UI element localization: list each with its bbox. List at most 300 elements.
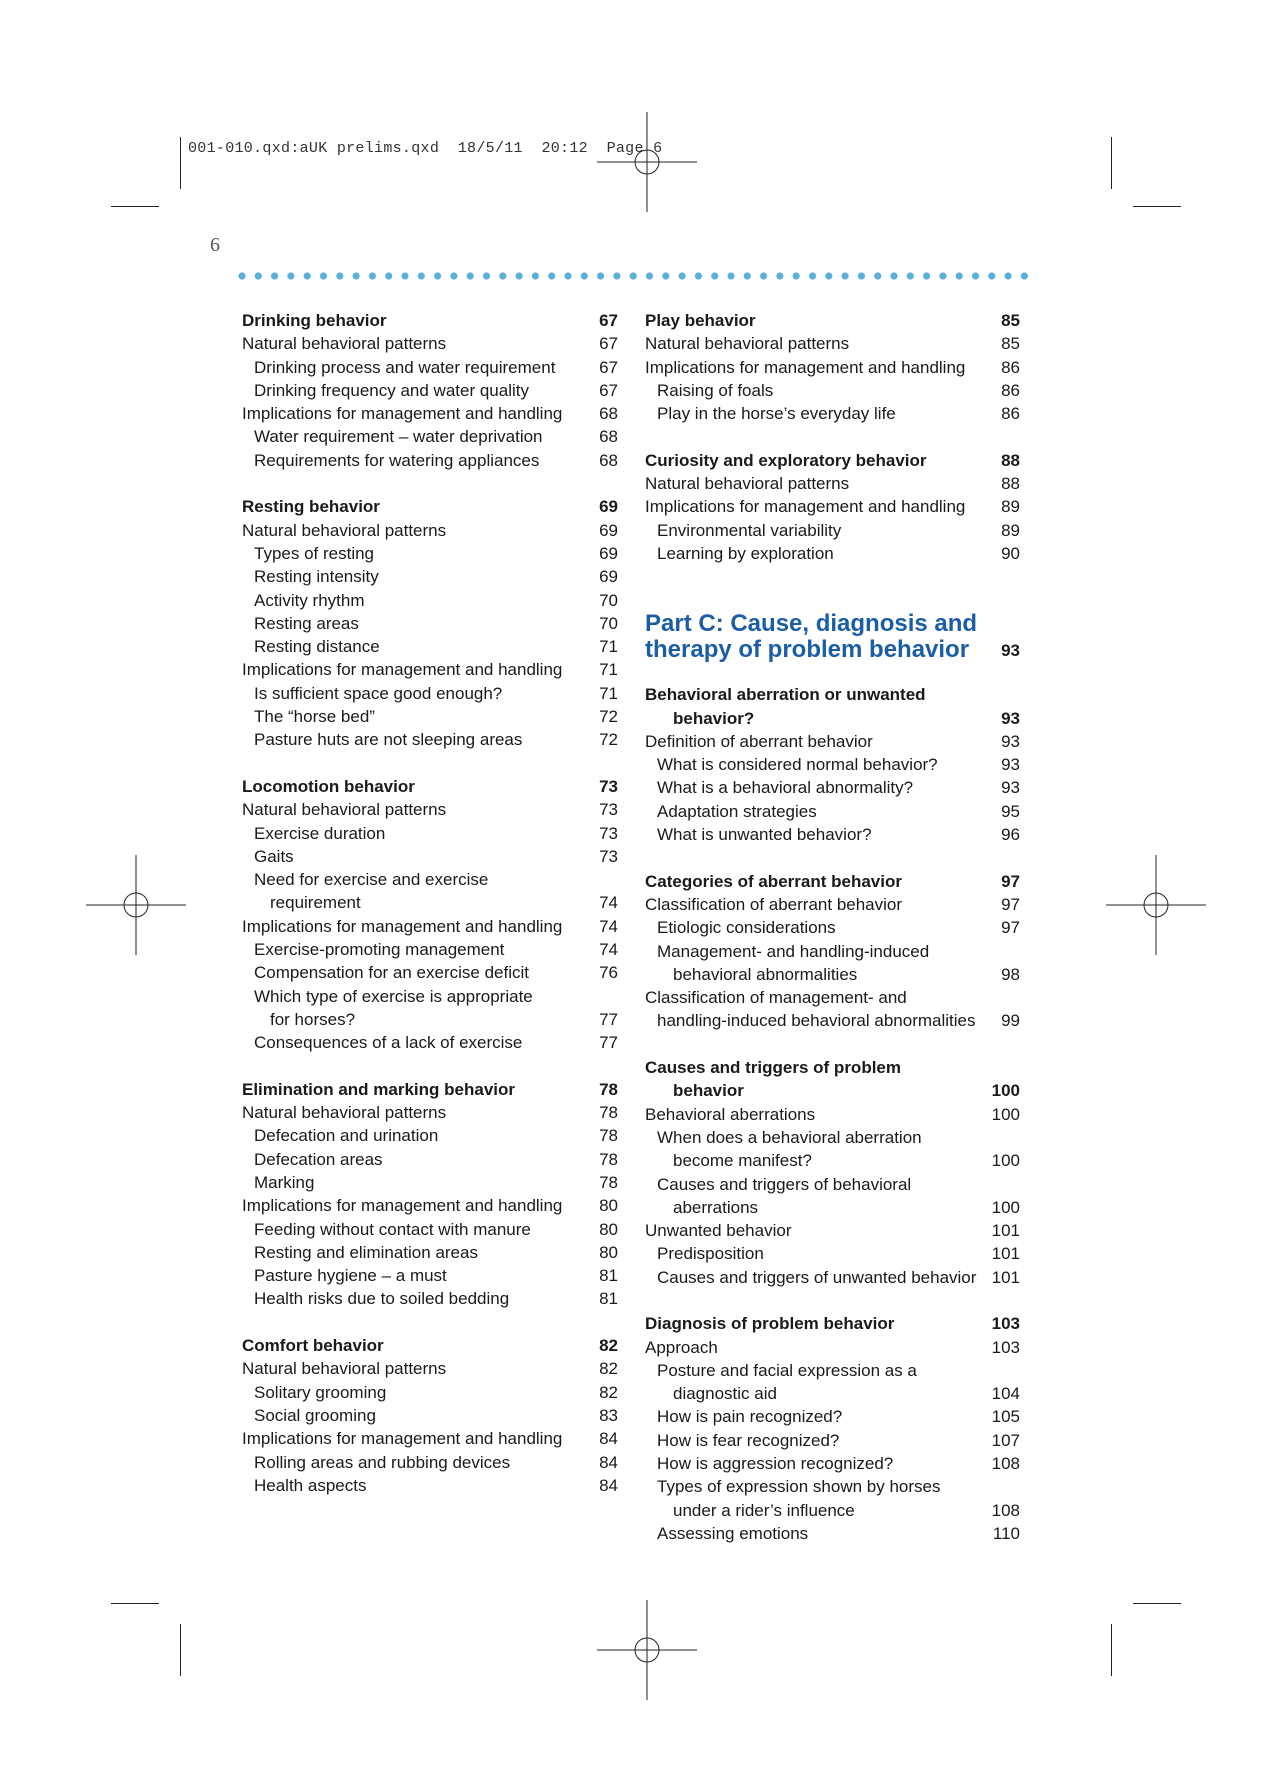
toc-entry <box>645 1382 1020 1405</box>
toc-entry <box>242 845 618 868</box>
toc-entry-title: Social grooming <box>254 1405 376 1425</box>
toc-section-heading <box>242 309 618 332</box>
toc-entry <box>645 332 1020 355</box>
crop-mark <box>1111 137 1112 189</box>
toc-entry <box>645 1522 1020 1545</box>
toc-entry-title: Exercise duration <box>254 823 386 843</box>
toc-entry-page: 76 <box>599 963 618 983</box>
toc-entry-title: How is aggression recognized? <box>657 1454 894 1474</box>
toc-entry-page: 81 <box>599 1289 618 1309</box>
toc-entry-title: Implications for management and handling <box>242 1196 563 1216</box>
toc-entry-page: 82 <box>599 1359 618 1379</box>
toc-entry-title: What is unwanted behavior? <box>657 825 872 845</box>
toc-entry <box>645 986 1020 1009</box>
toc-entry-title: Water requirement – water deprivation <box>254 427 543 447</box>
part-c-heading <box>645 611 1020 663</box>
toc-entry-page: 70 <box>599 613 618 633</box>
toc-entry-page: 97 <box>1001 894 1020 914</box>
rule-dot <box>401 272 408 279</box>
rule-dot <box>809 272 816 279</box>
toc-entry <box>242 868 618 891</box>
toc-entry-title: Defecation and urination <box>254 1126 439 1146</box>
toc-entry <box>242 1381 618 1404</box>
crop-mark <box>1133 206 1181 207</box>
toc-entry-title: for horses? <box>270 1009 356 1029</box>
toc-entry-title: behavioral abnormalities <box>673 964 858 984</box>
toc-entry <box>242 1474 618 1497</box>
toc-entry <box>242 379 618 402</box>
toc-entry-page: 80 <box>599 1219 618 1239</box>
toc-entry-title: Resting intensity <box>254 567 379 587</box>
toc-entry <box>645 1242 1020 1265</box>
toc-entry <box>645 940 1020 963</box>
rule-dot <box>907 272 914 279</box>
toc-entry-page: 80 <box>599 1196 618 1216</box>
toc-entry-page: 88 <box>1001 450 1020 470</box>
toc-entry-title: Resting and elimination areas <box>254 1242 478 1262</box>
toc-entry-page: 100 <box>991 1197 1020 1217</box>
toc-entry <box>242 1218 618 1241</box>
toc-entry <box>645 893 1020 916</box>
rule-dot <box>842 272 849 279</box>
toc-entry-page: 82 <box>599 1336 618 1356</box>
rule-dot <box>255 272 262 279</box>
toc-entry-page: 69 <box>599 520 618 540</box>
toc-entry <box>645 1126 1020 1149</box>
toc-entry <box>645 1359 1020 1382</box>
toc-entry <box>645 753 1020 776</box>
toc-entry-title: Implications for management and handling <box>242 404 563 424</box>
toc-entry-title: Adaptation strategies <box>657 801 817 821</box>
toc-entry-page: 93 <box>1001 755 1020 775</box>
toc-entry-title: Approach <box>645 1337 718 1357</box>
toc-entry-title: Play in the horse’s everyday life <box>657 404 896 424</box>
toc-entry-title: Unwanted behavior <box>645 1221 792 1241</box>
toc-entry <box>645 1475 1020 1498</box>
toc-entry <box>242 1357 618 1380</box>
toc-left-column <box>242 309 618 1497</box>
toc-entry <box>242 425 618 448</box>
toc-entry-page: 90 <box>1001 543 1020 563</box>
toc-entry-page: 77 <box>599 1033 618 1053</box>
toc-entry <box>645 1266 1020 1289</box>
toc-entry-title: Etiologic considerations <box>657 918 836 938</box>
toc-entry-page: 97 <box>1001 871 1020 891</box>
toc-entry-page: 100 <box>991 1151 1020 1171</box>
rule-dot <box>271 272 278 279</box>
toc-entry-page: 105 <box>991 1407 1020 1427</box>
toc-entry <box>242 565 618 588</box>
crop-mark <box>1111 1624 1112 1676</box>
toc-entry-title: aberrations <box>673 1197 759 1217</box>
rule-dot <box>597 272 604 279</box>
part-c-title-line-2: therapy of problem behavior <box>645 636 970 664</box>
toc-entry-title: How is fear recognized? <box>657 1430 840 1450</box>
toc-entry-page: 68 <box>599 427 618 447</box>
toc-entry-page: 68 <box>599 450 618 470</box>
toc-entry-page: 69 <box>599 543 618 563</box>
toc-entry-title: Resting behavior <box>242 497 380 517</box>
rule-dot <box>695 272 702 279</box>
toc-entry-title: Health risks due to soiled bedding <box>254 1289 510 1309</box>
rule-dot <box>548 272 555 279</box>
toc-entry-title: Causes and triggers of problem <box>645 1058 901 1078</box>
toc-entry-title: Solitary grooming <box>254 1382 387 1402</box>
toc-entry <box>242 728 618 751</box>
toc-entry <box>242 519 618 542</box>
toc-entry <box>645 823 1020 846</box>
toc-section-heading <box>645 1079 1020 1102</box>
rule-dot <box>353 272 360 279</box>
toc-entry-page: 86 <box>1001 357 1020 377</box>
rule-dot <box>825 272 832 279</box>
rule-dot <box>679 272 686 279</box>
rule-dot <box>874 272 881 279</box>
toc-entry-page: 78 <box>599 1126 618 1146</box>
toc-entry-title: The “horse bed” <box>254 707 375 727</box>
toc-entry-page: 74 <box>599 916 618 936</box>
toc-entry-title: Comfort behavior <box>242 1336 384 1356</box>
rule-dot <box>793 272 800 279</box>
toc-entry <box>242 798 618 821</box>
toc-entry <box>645 379 1020 402</box>
toc-entry <box>645 963 1020 986</box>
toc-entry-page: 100 <box>991 1081 1020 1101</box>
toc-entry-page: 71 <box>599 637 618 657</box>
toc-entry-title: Causes and triggers of unwanted behavior <box>657 1267 977 1287</box>
toc-entry-page: 101 <box>991 1267 1020 1287</box>
toc-section-heading <box>645 1056 1020 1079</box>
toc-entry-title: Activity rhythm <box>254 590 365 610</box>
toc-entry-title: Drinking process and water requirement <box>254 357 556 377</box>
toc-entry-title: become manifest? <box>673 1151 812 1171</box>
toc-entry-page: 98 <box>1001 964 1020 984</box>
toc-entry <box>242 961 618 984</box>
toc-entry <box>242 1404 618 1427</box>
toc-entry <box>242 1427 618 1450</box>
rule-dot <box>744 272 751 279</box>
rule-dot <box>1021 272 1028 279</box>
toc-entry-page: 67 <box>599 380 618 400</box>
toc-entry-page: 68 <box>599 404 618 424</box>
rule-dot <box>434 272 441 279</box>
toc-entry-page: 71 <box>599 683 618 703</box>
page-number: 6 <box>210 234 220 256</box>
toc-entry <box>645 730 1020 753</box>
toc-entry-page: 73 <box>599 823 618 843</box>
toc-entry-page: 101 <box>991 1221 1020 1241</box>
toc-section-heading <box>645 683 1020 706</box>
toc-entry-page: 74 <box>599 893 618 913</box>
toc-entry-page: 85 <box>1001 311 1020 330</box>
toc-entry-page: 74 <box>599 940 618 960</box>
rule-dot <box>483 272 490 279</box>
toc-entry-page: 101 <box>991 1244 1020 1264</box>
toc-entry-page: 78 <box>599 1149 618 1169</box>
toc-entry-title: diagnostic aid <box>673 1384 777 1404</box>
toc-entry <box>242 1008 618 1031</box>
toc-entry-title: requirement <box>270 893 361 913</box>
toc-entry-title: What is considered normal behavior? <box>657 755 938 775</box>
toc-entry-title: Rolling areas and rubbing devices <box>254 1452 511 1472</box>
toc-entry-title: Exercise-promoting management <box>254 940 505 960</box>
toc-entry-title: Natural behavioral patterns <box>242 800 447 820</box>
rule-dot <box>988 272 995 279</box>
rule-dot <box>336 272 343 279</box>
toc-entry-page: 82 <box>599 1382 618 1402</box>
toc-entry-title: Defecation areas <box>254 1149 383 1169</box>
toc-entry <box>242 356 618 379</box>
toc-entry <box>242 891 618 914</box>
toc-section-heading <box>242 775 618 798</box>
rule-dot <box>972 272 979 279</box>
toc-entry <box>645 402 1020 425</box>
registration-mark-left <box>86 855 186 955</box>
toc-entry <box>242 1451 618 1474</box>
toc-entry <box>645 1149 1020 1172</box>
toc-entry-page: 97 <box>1001 918 1020 938</box>
toc-entry-title: When does a behavioral aberration <box>657 1127 922 1147</box>
toc-entry-page: 89 <box>1001 497 1020 517</box>
toc-entry <box>645 1429 1020 1452</box>
toc-entry-title: Play behavior <box>645 311 756 330</box>
toc-entry-title: Natural behavioral patterns <box>645 474 850 494</box>
rule-dot <box>939 272 946 279</box>
toc-entry <box>242 705 618 728</box>
crop-mark <box>1133 1603 1181 1604</box>
rule-dot <box>320 272 327 279</box>
rule-dot <box>662 272 669 279</box>
toc-entry-title: Implications for management and handling <box>645 497 966 517</box>
rule-dot <box>304 272 311 279</box>
toc-entry-title: Which type of exercise is appropriate <box>254 986 533 1006</box>
toc-entry-title: Definition of aberrant behavior <box>645 731 873 751</box>
toc-entry-page: 72 <box>599 707 618 727</box>
toc-entry-page: 71 <box>599 660 618 680</box>
toc-entry-title: Management- and handling-induced <box>657 941 930 961</box>
toc-entry-page: 84 <box>599 1429 618 1449</box>
toc-section-heading <box>242 495 618 518</box>
toc-section-heading <box>645 1312 1020 1335</box>
toc-entry-title: Classification of management- and <box>645 988 907 1008</box>
toc-entry-page: 84 <box>599 1452 618 1472</box>
rule-dot <box>418 272 425 279</box>
toc-entry-title: Natural behavioral patterns <box>645 334 850 354</box>
toc-entry-page: 78 <box>599 1103 618 1123</box>
crop-mark <box>180 1624 181 1676</box>
toc-entry-page: 73 <box>599 800 618 820</box>
toc-entry-page: 77 <box>599 1009 618 1029</box>
toc-entry <box>645 1173 1020 1196</box>
toc-entry-title: handling-induced behavioral abnormalities <box>657 1011 976 1031</box>
rule-dot <box>467 272 474 279</box>
toc-entry-page: 67 <box>599 334 618 354</box>
toc-entry <box>645 1452 1020 1475</box>
toc-entry-title: Posture and facial expression as a <box>657 1360 917 1380</box>
toc-entry <box>645 356 1020 379</box>
rule-dot <box>581 272 588 279</box>
toc-entry <box>242 402 618 425</box>
toc-entry <box>242 635 618 658</box>
toc-entry-page: 108 <box>991 1500 1020 1520</box>
toc-entry-page: 110 <box>992 1523 1020 1543</box>
toc-entry <box>645 542 1020 565</box>
toc-entry <box>645 519 1020 542</box>
toc-entry <box>645 1196 1020 1219</box>
toc-entry-title: Assessing emotions <box>657 1523 809 1543</box>
toc-entry-title: Implications for management and handling <box>242 1429 563 1449</box>
toc-entry <box>645 776 1020 799</box>
toc-entry-title: Compensation for an exercise deficit <box>254 963 529 983</box>
toc-entry-title: Resting areas <box>254 613 359 633</box>
toc-entry-title: Drinking behavior <box>242 311 387 330</box>
toc-entry-page: 93 <box>1001 708 1020 728</box>
toc-entry-title: Pasture huts are not sleeping areas <box>254 730 523 750</box>
rule-dot <box>564 272 571 279</box>
toc-entry-title: Types of expression shown by horses <box>657 1477 941 1497</box>
toc-entry-title: behavior <box>673 1081 744 1101</box>
registration-mark-right <box>1106 855 1206 955</box>
toc-entry-title: Behavioral aberration or unwanted <box>645 685 926 705</box>
toc-entry-page: 96 <box>1001 825 1020 845</box>
toc-entry <box>242 612 618 635</box>
toc-entry <box>242 1287 618 1310</box>
toc-entry <box>645 1336 1020 1359</box>
toc-entry-page: 78 <box>599 1079 618 1099</box>
crop-mark <box>111 1603 159 1604</box>
toc-entry-page: 78 <box>599 1172 618 1192</box>
toc-entry-title: How is pain recognized? <box>657 1407 843 1427</box>
toc-section-heading <box>242 1334 618 1357</box>
toc-entry-page: 67 <box>599 357 618 377</box>
toc-entry-page: 73 <box>599 776 618 796</box>
toc-entry-title: Gaits <box>254 846 294 866</box>
toc-entry-title: Natural behavioral patterns <box>242 1359 447 1379</box>
toc-entry <box>242 682 618 705</box>
toc-entry-page: 103 <box>991 1337 1020 1357</box>
toc-entry <box>645 1499 1020 1522</box>
toc-entry-page: 72 <box>599 730 618 750</box>
toc-entry <box>645 495 1020 518</box>
rule-dot <box>1005 272 1012 279</box>
toc-entry-title: Categories of aberrant behavior <box>645 871 902 891</box>
registration-mark-bottom <box>597 1600 697 1700</box>
toc-entry-title: Locomotion behavior <box>242 776 415 796</box>
toc-entry-title: Consequences of a lack of exercise <box>254 1033 523 1053</box>
toc-entry <box>242 1194 618 1217</box>
toc-entry-title: behavior? <box>673 708 755 728</box>
toc-entry <box>242 1031 618 1054</box>
toc-entry <box>242 985 618 1008</box>
toc-entry-page: 81 <box>599 1266 618 1286</box>
rule-dot <box>532 272 539 279</box>
rule-dot <box>646 272 653 279</box>
rule-dot <box>287 272 294 279</box>
toc-entry-title: Types of resting <box>254 543 375 563</box>
registration-mark-top <box>597 112 697 212</box>
rule-dot <box>890 272 897 279</box>
toc-section-heading <box>645 870 1020 893</box>
toc-entry-page: 100 <box>991 1104 1020 1124</box>
toc-entry-title: Natural behavioral patterns <box>242 1103 447 1123</box>
toc-entry-title: What is a behavioral abnormality? <box>657 778 914 798</box>
rule-dot <box>727 272 734 279</box>
toc-entry-page: 69 <box>599 567 618 587</box>
toc-entry-title: Is sufficient space good enough? <box>254 683 503 703</box>
print-slug-line: 001-010.qxd:aUK prelims.qxd 18/5/11 20:12 Page 6 <box>188 140 663 157</box>
toc-entry <box>242 1264 618 1287</box>
toc-entry-page: 83 <box>599 1405 618 1425</box>
toc-entry-page: 85 <box>1001 334 1020 354</box>
rule-dot <box>776 272 783 279</box>
toc-entry-title: Learning by exploration <box>657 543 834 563</box>
rule-dot <box>238 272 245 279</box>
toc-entry-page: 95 <box>1001 801 1020 821</box>
toc-entry-title: Diagnosis of problem behavior <box>645 1314 895 1334</box>
rule-dot <box>630 272 637 279</box>
toc-entry-page: 89 <box>1001 520 1020 540</box>
part-c-title-line-1: Part C: Cause, diagnosis and <box>645 610 978 638</box>
toc-entry-title: Pasture hygiene – a must <box>254 1266 447 1286</box>
toc-entry <box>645 1219 1020 1242</box>
toc-entry <box>242 915 618 938</box>
toc-entry-title: Need for exercise and exercise <box>254 870 489 890</box>
toc-entry-title: Curiosity and exploratory behavior <box>645 450 927 470</box>
toc-entry <box>242 542 618 565</box>
toc-section-heading <box>242 1078 618 1101</box>
toc-entry-page: 80 <box>599 1242 618 1262</box>
toc-entry-page: 67 <box>599 311 618 330</box>
toc-entry <box>645 472 1020 495</box>
toc-entry-page: 93 <box>1001 778 1020 798</box>
rule-dot <box>711 272 718 279</box>
toc-entry-page: 73 <box>599 846 618 866</box>
toc-section-heading <box>645 707 1020 730</box>
toc-entry-page: 93 <box>1001 731 1020 751</box>
toc-entry <box>242 1241 618 1264</box>
toc-entry-page: 70 <box>599 590 618 610</box>
rule-dot <box>499 272 506 279</box>
rule-dot <box>923 272 930 279</box>
toc-entry <box>242 658 618 681</box>
rule-dot <box>760 272 767 279</box>
toc-entry-title: Natural behavioral patterns <box>242 520 447 540</box>
toc-section-heading <box>645 309 1020 332</box>
toc-entry-title: Causes and triggers of behavioral <box>657 1174 912 1194</box>
toc-entry-page: 84 <box>599 1475 618 1495</box>
toc-entry-title: Environmental variability <box>657 520 842 540</box>
toc-entry-page: 69 <box>599 497 618 517</box>
toc-entry-title: Predisposition <box>657 1244 764 1264</box>
rule-dot <box>858 272 865 279</box>
toc-entry <box>242 822 618 845</box>
rule-dot <box>613 272 620 279</box>
toc-entry-title: under a rider’s influence <box>673 1500 855 1520</box>
part-c-page: 93 <box>1001 641 1020 661</box>
toc-entry <box>645 1009 1020 1032</box>
rule-dot <box>385 272 392 279</box>
toc-entry-title: Natural behavioral patterns <box>242 334 447 354</box>
toc-entry-title: Implications for management and handling <box>242 660 563 680</box>
toc-entry <box>645 1405 1020 1428</box>
toc-entry-title: Raising of foals <box>657 380 774 400</box>
toc-entry <box>242 1148 618 1171</box>
rule-dot <box>516 272 523 279</box>
toc-entry-title: Elimination and marking behavior <box>242 1079 515 1099</box>
toc-entry <box>242 449 618 472</box>
toc-entry-page: 104 <box>991 1384 1020 1404</box>
toc-entry-page: 86 <box>1001 380 1020 400</box>
